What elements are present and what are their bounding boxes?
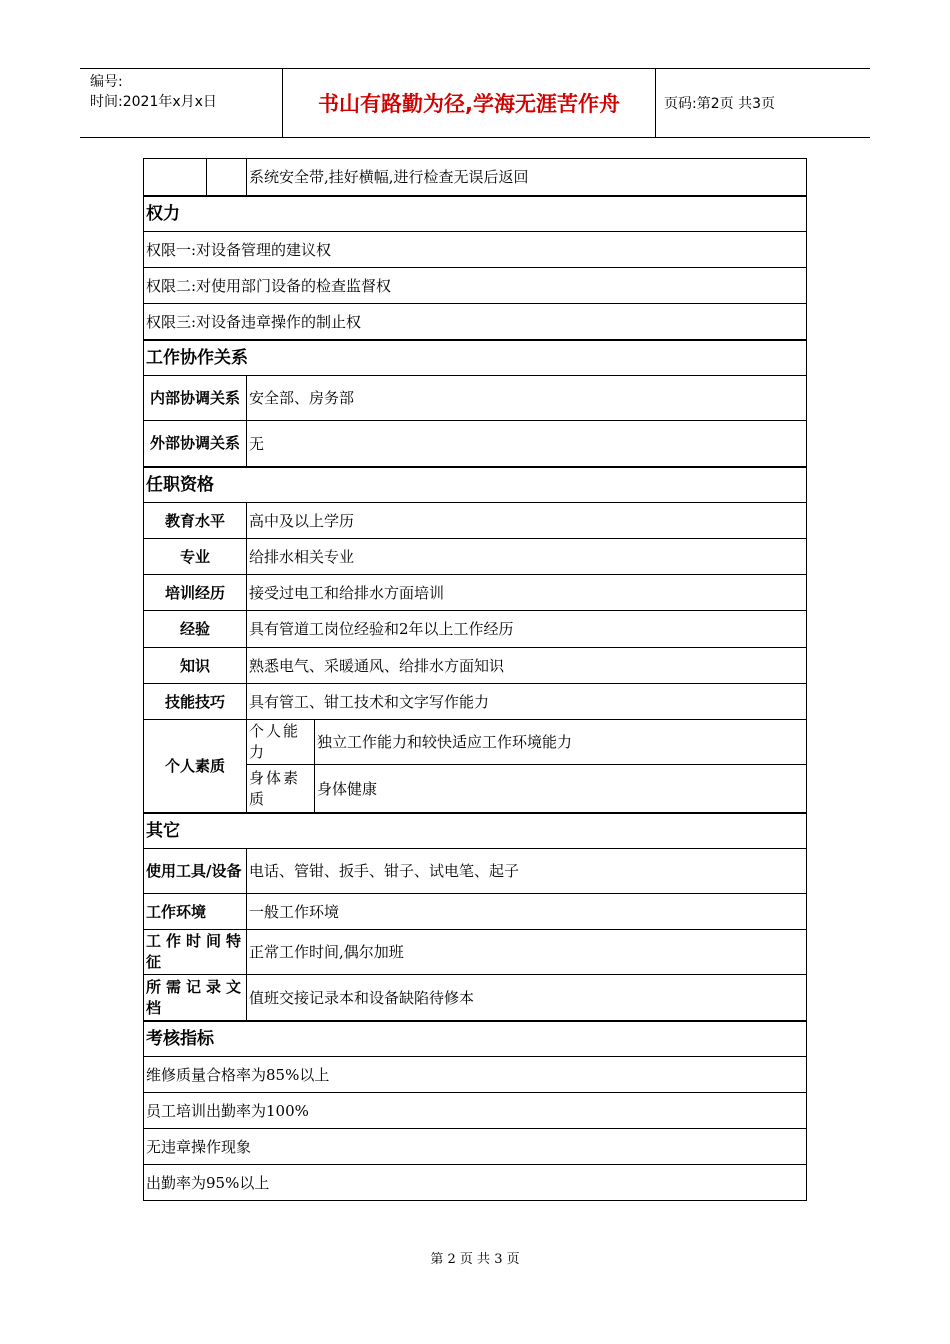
- authority-text: 权限一:对设备管理的建议权: [146, 240, 332, 259]
- authority-item: [144, 267, 806, 303]
- section-title: 其它: [146, 821, 180, 841]
- assessment-item: [144, 1092, 806, 1128]
- section-relations: [144, 339, 806, 375]
- continuation-row: [144, 158, 806, 195]
- qualification-value: 具有管道工岗位经验和2年以上工作经历: [246, 611, 806, 647]
- other-row: [144, 974, 806, 1020]
- assessment-item: [144, 1056, 806, 1092]
- document-date: 时间:2021年x月x日: [90, 94, 217, 110]
- qualification-label: 教育水平: [164, 511, 225, 530]
- authority-text: 权限三:对设备违章操作的制止权: [146, 312, 362, 331]
- assessment-item: [144, 1128, 806, 1164]
- personal-subrow: [247, 720, 806, 765]
- authority-text: 权限二:对使用部门设备的检查监督权: [146, 276, 392, 295]
- relation-label: 内部协调关系: [150, 388, 241, 407]
- qualification-value: 熟悉电气、采暖通风、给排水方面知识: [246, 648, 806, 683]
- page-header: [80, 68, 870, 138]
- qualification-label: 经验: [179, 620, 210, 638]
- assessment-text: 员工培训出勤率为100%: [146, 1101, 309, 1120]
- other-value: 一般工作环境: [246, 894, 806, 929]
- qualification-value: 接受过电工和给排水方面培训: [246, 575, 806, 610]
- qualification-label: 技能技巧: [164, 692, 225, 711]
- other-row: [144, 929, 806, 974]
- qualification-label: 培训经历: [164, 583, 225, 602]
- page-footer: 第 2 页 共 3 页: [430, 1252, 520, 1267]
- qualification-row: [144, 647, 806, 683]
- qualification-row: [144, 538, 806, 574]
- header-motto: 书山有路勤为径,学海无涯苦作舟: [282, 69, 656, 137]
- personal-subvalue: 独立工作能力和较快适应工作环境能力: [314, 720, 806, 764]
- section-authority: [144, 195, 806, 231]
- qualification-label: 专业: [179, 547, 210, 566]
- relation-label: 外部协调关系: [150, 434, 241, 452]
- qualification-value: 高中及以上学历: [246, 503, 806, 538]
- empty-cell: [206, 159, 246, 195]
- qualification-label: 知识: [179, 656, 210, 675]
- personal-subvalue: 身体健康: [314, 765, 806, 812]
- other-value: 值班交接记录本和设备缺陷待修本: [246, 975, 806, 1020]
- other-value: 电话、管钳、扳手、钳子、试电笔、起子: [246, 849, 806, 893]
- section-title: 工作协作关系: [146, 348, 248, 368]
- personal-quality-row: [144, 719, 806, 812]
- qualification-value: 给排水相关专业: [246, 539, 806, 574]
- other-row: [144, 893, 806, 929]
- section-title: 考核指标: [146, 1029, 214, 1049]
- relation-value: 安全部、房务部: [246, 376, 806, 420]
- assessment-text: 无违章操作现象: [146, 1137, 252, 1156]
- personal-quality-subtable: [246, 720, 806, 812]
- qualification-row: [144, 610, 806, 647]
- assessment-item: [144, 1164, 806, 1200]
- section-assessment: [144, 1020, 806, 1056]
- personal-quality-label: 个人素质: [164, 757, 225, 775]
- qualification-row: [144, 502, 806, 538]
- relation-row: [144, 420, 806, 466]
- section-title: 任职资格: [146, 475, 214, 495]
- section-other: [144, 812, 806, 848]
- other-label: 工作时间特征: [146, 932, 244, 971]
- section-qualifications: [144, 466, 806, 502]
- authority-item: [144, 231, 806, 267]
- qualification-row: [144, 574, 806, 610]
- other-label: 工作环境: [146, 902, 207, 921]
- authority-item: [144, 303, 806, 339]
- other-value: 正常工作时间,偶尔加班: [246, 930, 806, 974]
- qualification-value: 具有管工、钳工技术和文字写作能力: [246, 684, 806, 719]
- qualification-row: [144, 683, 806, 719]
- personal-subrow: [247, 765, 806, 812]
- header-meta: [80, 69, 282, 137]
- continuation-text: 系统安全带,挂好横幅,进行检查无误后返回: [246, 159, 806, 195]
- relation-value: 无: [246, 421, 806, 466]
- assessment-text: 维修质量合格率为85%以上: [146, 1065, 330, 1084]
- relation-row: [144, 375, 806, 420]
- other-row: [144, 848, 806, 893]
- job-description-table: [143, 158, 807, 1201]
- personal-sublabel: 个人能力: [249, 722, 301, 761]
- document-number: 编号:: [90, 74, 123, 90]
- header-page-number: 页码:第2页 共3页: [664, 96, 775, 112]
- empty-cell: [144, 159, 206, 195]
- other-label: 使用工具/设备: [146, 861, 242, 880]
- other-label: 所需记录文档: [146, 977, 244, 1017]
- assessment-text: 出勤率为95%以上: [146, 1173, 270, 1192]
- section-title: 权力: [146, 204, 180, 224]
- personal-sublabel: 身体素质: [249, 768, 301, 808]
